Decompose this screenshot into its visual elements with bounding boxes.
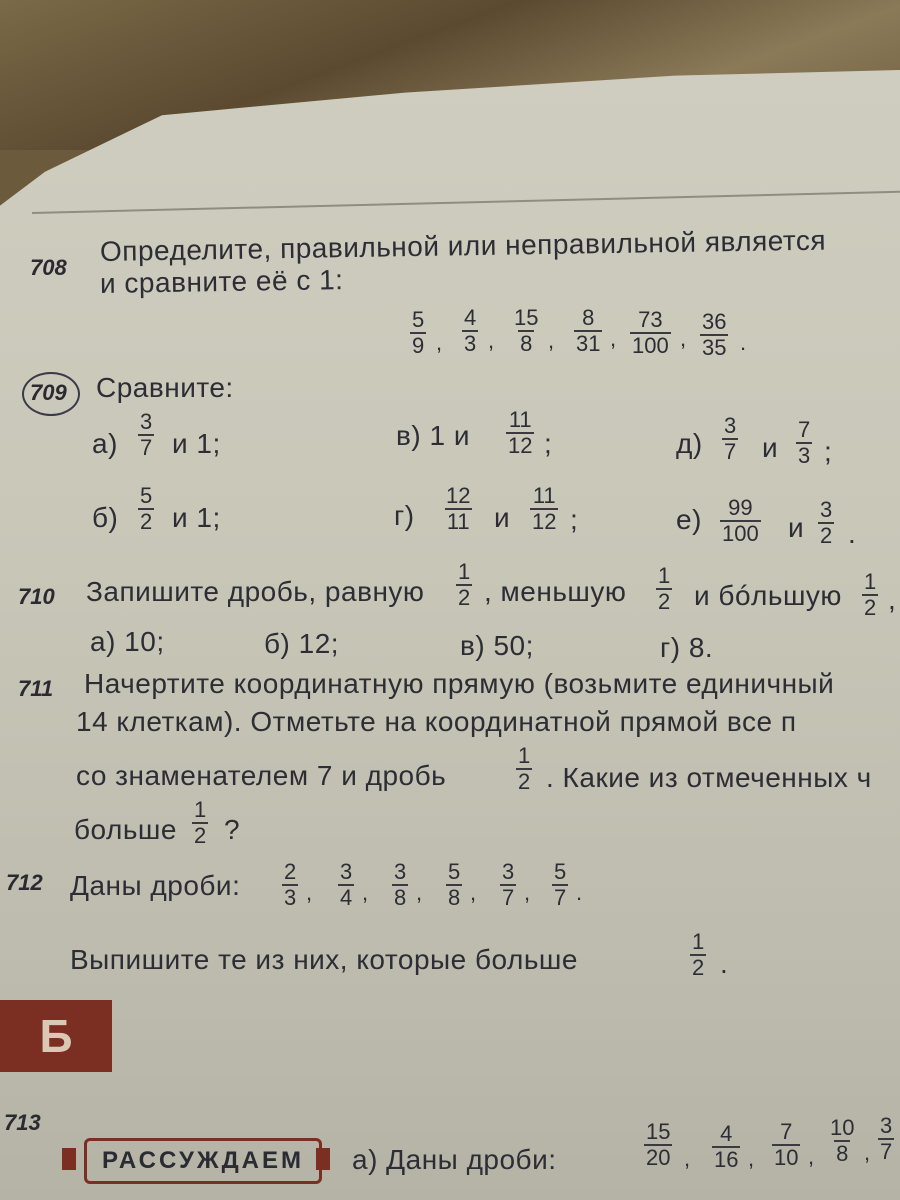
fraction-712-6: $\frac{5}{7}$: [554, 859, 567, 910]
item-710-v: в) 50;: [460, 630, 534, 661]
fraction-713-4: $\frac{10}{8}$: [830, 1115, 855, 1166]
comma: ,: [488, 328, 495, 353]
fraction-712-1: $\frac{2}{3}$: [284, 859, 297, 910]
comma: ,: [680, 326, 687, 351]
exercise-number-709: 709: [30, 380, 67, 405]
fraction-712-3: $\frac{3}{8}$: [394, 859, 407, 910]
item-e-mid: и: [788, 512, 805, 543]
item-d-mid: и: [762, 432, 779, 463]
fraction-713-5: $\frac{3}{7}$: [880, 1113, 893, 1164]
comma: ,: [362, 880, 369, 905]
section-b-label: Б: [0, 1000, 112, 1072]
exercise-711-line4b: ?: [224, 814, 241, 845]
exercise-711-line4a: больше: [74, 814, 177, 845]
item-d-tail: ;: [824, 436, 833, 467]
exercise-713-text1: а) Даны дроби:: [352, 1144, 557, 1175]
comma: ,: [808, 1144, 815, 1169]
item-d-label: д): [676, 428, 703, 459]
exercise-712-text3: .: [720, 948, 729, 979]
fraction-708-6: $\frac{36}{35}$: [702, 309, 727, 360]
exercise-711-line3b: . Какие из отмеченных ч: [546, 762, 872, 793]
comma: ,: [524, 880, 531, 905]
comma: ,: [610, 326, 617, 351]
period: .: [740, 330, 747, 355]
item-b-label: б): [92, 502, 119, 533]
exercise-710-text4: ,: [888, 584, 897, 615]
comma: ,: [748, 1146, 755, 1171]
item-g-mid: и: [494, 502, 511, 533]
exercise-710-text1: Запишите дробь, равную: [86, 576, 425, 607]
fraction-710-3: $\frac{1}{2}$: [864, 569, 877, 620]
fraction-711-2: $\frac{1}{2}$: [194, 797, 207, 848]
exercise-712-text1: Даны дроби:: [70, 870, 241, 901]
fraction-712-2: $\frac{3}{4}$: [340, 859, 353, 910]
fraction-711-1: $\frac{1}{2}$: [518, 743, 531, 794]
fraction-708-5: $\frac{73}{100}$: [632, 307, 669, 358]
item-710-a: а) 10;: [90, 626, 165, 657]
comma: ,: [470, 880, 477, 905]
fraction-712-half: $\frac{1}{2}$: [692, 929, 705, 980]
exercise-number-711: 711: [18, 676, 54, 701]
comma: ,: [416, 880, 423, 905]
fraction-708-4: $\frac{8}{31}$: [576, 305, 601, 356]
period: .: [576, 880, 583, 905]
exercise-710-text2: , меньшую: [484, 576, 627, 607]
item-e-tail: .: [848, 518, 857, 549]
fraction-709-d1: $\frac{3}{7}$: [724, 413, 737, 464]
fraction-713-2: $\frac{4}{16}$: [714, 1121, 739, 1172]
exercise-711-line1: Начертите координатную прямую (возьмите единичный: [84, 668, 835, 699]
comma: ,: [684, 1146, 691, 1171]
exercise-711-line2: 14 клеткам). Отметьте на координатной прямой все п: [76, 706, 797, 737]
fraction-709-g1: $\frac{12}{11}$: [446, 483, 471, 534]
reasoning-badge: РАССУЖДАЕМ: [84, 1138, 322, 1184]
exercise-number-713: 713: [4, 1110, 41, 1135]
item-a-tail: и 1;: [172, 428, 221, 459]
fraction-708-2: $\frac{4}{3}$: [464, 305, 477, 356]
fraction-709-g2: $\frac{11}{12}$: [532, 483, 557, 534]
comma: ,: [548, 328, 555, 353]
item-710-b: б) 12;: [264, 628, 340, 659]
fraction-709-a: $\frac{3}{7}$: [140, 409, 153, 460]
item-g-tail: ;: [570, 504, 579, 535]
item-710-g: г) 8.: [660, 632, 714, 663]
fraction-708-3: $\frac{15}{8}$: [514, 305, 539, 356]
exercise-708-line2: и сравните её с 1:: [99, 264, 344, 299]
fraction-713-1: $\frac{15}{20}$: [646, 1119, 671, 1170]
comma: ,: [436, 330, 443, 355]
fraction-709-b: $\frac{5}{2}$: [140, 483, 153, 534]
item-b-tail: и 1;: [172, 502, 221, 533]
exercise-712-text2: Выпишите те из них, которые больше: [70, 944, 578, 975]
fraction-708-1: $\frac{5}{9}$: [412, 307, 425, 358]
fraction-709-e1: $\frac{99}{100}$: [722, 495, 759, 546]
fraction-709-d2: $\frac{7}{3}$: [798, 417, 811, 468]
fraction-712-4: $\frac{5}{8}$: [448, 859, 461, 910]
fraction-710-1: $\frac{1}{2}$: [458, 559, 471, 610]
badge-marker-left: [62, 1148, 76, 1170]
fraction-709-e2: $\frac{3}{2}$: [820, 497, 833, 548]
item-e-label: е): [676, 504, 702, 535]
item-v-tail: ;: [544, 428, 553, 459]
badge-marker-right: [316, 1148, 330, 1170]
item-g-label: г): [394, 500, 415, 531]
fraction-713-3: $\frac{7}{10}$: [774, 1119, 799, 1170]
comma: ,: [306, 880, 313, 905]
item-v-label: в) 1 и: [396, 420, 470, 451]
exercise-710-text3: и бóльшую: [694, 580, 842, 611]
exercise-number-710: 710: [18, 584, 55, 609]
exercise-number-712: 712: [6, 870, 43, 895]
exercise-number-708: 708: [30, 255, 67, 280]
exercise-708-line1: Определите, правильной или неправильной является: [99, 224, 827, 267]
exercise-709-title: Сравните:: [96, 372, 234, 403]
comma: ,: [864, 1140, 871, 1165]
fraction-712-5: $\frac{3}{7}$: [502, 859, 515, 910]
exercise-711-line3a: со знаменателем 7 и дробь: [76, 760, 447, 791]
fraction-709-v: $\frac{11}{12}$: [508, 407, 533, 458]
fraction-710-2: $\frac{1}{2}$: [658, 563, 671, 614]
item-a-label: а): [92, 428, 118, 459]
